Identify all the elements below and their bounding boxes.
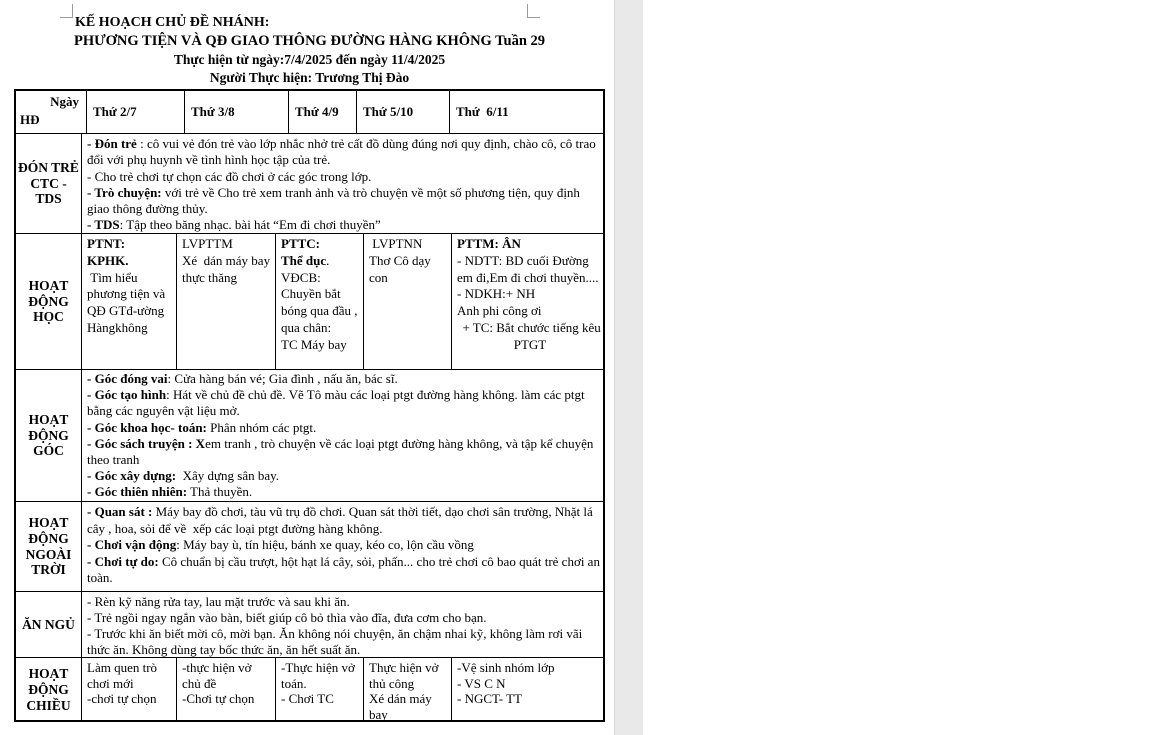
header-day-tuesday: Thứ 3/8 xyxy=(185,91,289,133)
row-label-an-ngu: ĂN NGỦ xyxy=(16,592,82,657)
header-day-wednesday: Thứ 4/9 xyxy=(289,91,357,133)
title-line-dates: Thực hiện từ ngày:7/4/2025 đến ngày 11/4/2025 xyxy=(173,52,446,67)
document-title-block xyxy=(14,14,605,86)
row-label-hoat-dong-goc: HOẠT ĐỘNG GÓC xyxy=(16,370,82,501)
scrollbar-track[interactable] xyxy=(614,0,643,735)
title-line-teacher: Người Thực hiện: Trương Thị Đào xyxy=(209,70,410,85)
title-line-plan: KẾ HOẠCH CHỦ ĐỀ NHÁNH: xyxy=(75,15,270,30)
row-content-ngoai-troi: - Quan sát : Máy bay đồ chơi, tàu vũ trụ đồ chơi. Quan sát thời tiết, dạo chơi sân trường, Nhặt lá cây , hoa, sỏi để về xếp các loại ptgt đường hàng không. - Chơi vận động: Máy bay ù, tín hiệu, bánh xe quay, kéo co, lộn cầu vồng - Chơi tự do: Cô chuẩn bị cầu trượt, hột hạt lá cây, sỏi, phấn... cho trẻ chơi cô bao quát trẻ chơi an toàn. xyxy=(87,504,604,586)
chieu-cell-wednesday: -Thực hiện vở toán. - Chơi TC xyxy=(276,658,364,722)
row-label-ngoai-troi: HOẠT ĐỘNG NGOÀI TRỜI xyxy=(16,502,82,591)
row-content-an-ngu: - Rèn kỹ năng rửa tay, lau mặt trước và sau khi ăn. - Trẻ ngồi ngay ngắn vào bàn, biết giúp cô bỏ thìa vào đĩa, đưa cơm cho bạn. - Trước khi ăn biết mời cô, mời bạn. Ăn không nói chuyện, ăn chậm nhai kỹ, không làm rơi vãi thức ăn. Không dùng tay bốc thức ăn, ăn hết suất ăn. xyxy=(87,594,586,657)
chieu-cell-tuesday: -thực hiện vở chủ đề -Chơi tự chọn xyxy=(177,658,276,722)
hoc-cell-wednesday: PTTC: Thể dục. VĐCB: Chuyền bắt bóng qua đầu , qua chân: TC Máy bay xyxy=(276,234,364,369)
row-label-hoat-dong-chieu: HOẠT ĐỘNG CHIỀU xyxy=(16,658,82,722)
hoc-cell-monday: PTNT: KPHK. Tìm hiểu phương tiện và QĐ GTđ-ường Hàngkhông xyxy=(82,234,177,369)
title-line-topic: PHƯƠNG TIỆN VÀ QĐ GIAO THÔNG ĐƯỜNG HÀNG KHÔNG Tuần 29 xyxy=(73,33,546,49)
row-label-don-tre: ĐÓN TRẺ CTC - TDS xyxy=(16,134,82,233)
header-corner-cell xyxy=(16,91,87,133)
corner-hd-label: HĐ xyxy=(20,112,40,127)
table-row-hoat-dong-hoc xyxy=(16,234,603,370)
table-row-ngoai-troi xyxy=(16,502,603,592)
table-row-hoat-dong-chieu xyxy=(16,658,603,720)
corner-ngay-label: Ngày xyxy=(50,94,79,109)
lesson-plan-table xyxy=(14,89,605,722)
table-header-row xyxy=(16,91,603,134)
header-day-thursday: Thứ 5/10 xyxy=(357,91,450,133)
header-day-friday: Thứ 6/11 xyxy=(456,104,509,119)
outer-background xyxy=(643,0,1152,735)
row-content-hoat-dong-goc: - Góc đóng vai: Cửa hàng bán vé; Gia đình , nấu ăn, bác sĩ. - Góc tạo hình: Hát về chủ đề chủ đề. Vẽ Tô màu các loại ptgt đường hàng không. làm các ptgt bằng các nguyên vật liệu mở. - Góc khoa học- toán: Phân nhóm các ptgt. - Góc sách truyện : Xem tranh , trò chuyện về các loại ptgt đường hàng không, và tập kể chuyện theo tranh - Góc xây dựng: Xây dựng sân bay. - Góc thiên nhiên: Thả thuyền. xyxy=(87,371,597,500)
hoc-cell-tuesday: LVPTTM Xé dán máy bay thực thăng xyxy=(177,234,276,369)
chieu-cell-friday: -Vệ sinh nhóm lớp - VS C N - NGCT- TT xyxy=(457,660,555,706)
hoc-cell-friday: PTTM: ÂN - NDTT: BD cuối Đường em đi,Em đi chơi thuyền.... - NDKH:+ NH Anh phi công ơi + TC: Bắt chước tiếng kêu PTGT xyxy=(457,236,605,352)
table-row-don-tre xyxy=(16,134,603,234)
chieu-cell-monday: Làm quen trò chơi mới -chơi tự chọn xyxy=(82,658,177,722)
table-row-an-ngu xyxy=(16,592,603,658)
header-day-monday: Thứ 2/7 xyxy=(87,91,185,133)
row-content-don-tre: - Đón trẻ : cô vui vẻ đón trẻ vào lớp nhắc nhở trẻ cất đồ dùng đúng nơi quy định, chào cô, cô trao đổi với phụ huynh về tình hình học tập của trẻ. - Cho trẻ chơi tự chọn các đồ chơi ở các góc trong lớp. - Trò chuyện: với trẻ về Cho trẻ xem tranh ảnh và trò chuyện về một số phương tiện, quy định giao thông đường thủy. - TDS: Tập theo băng nhạc. bài hát “Em đi chơi thuyền” xyxy=(87,136,599,233)
hoc-cell-thursday: LVPTNN Thơ Cô dạy con xyxy=(364,234,452,369)
row-label-hoat-dong-hoc: HOẠT ĐỘNG HỌC xyxy=(16,234,82,369)
table-row-hoat-dong-goc xyxy=(16,370,603,502)
chieu-cell-thursday: Thực hiện vở thủ công Xé dán máy bay xyxy=(364,658,452,722)
